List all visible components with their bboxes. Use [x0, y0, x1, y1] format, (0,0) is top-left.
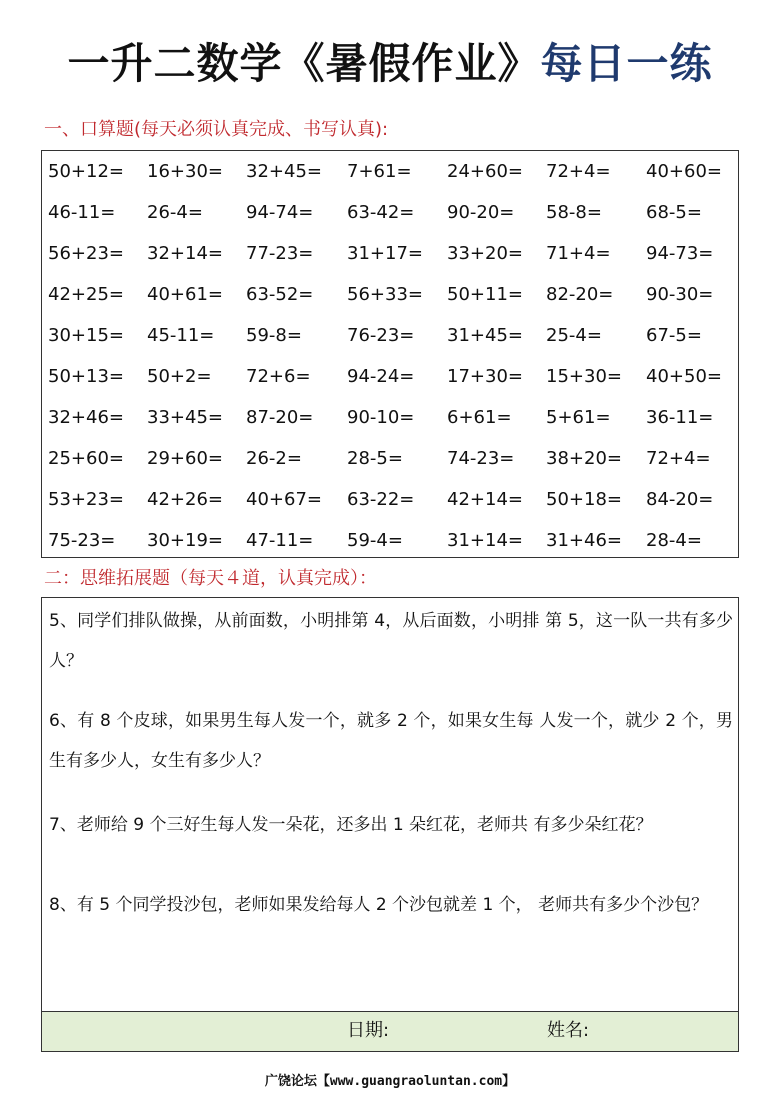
calc-problem: 25+60=: [48, 448, 124, 469]
calc-problem: 40+61=: [147, 284, 223, 305]
site-name: 广饶论坛: [264, 1074, 317, 1089]
calc-problem: 72+6=: [246, 366, 311, 387]
section2-heading: 二：思维拓展题（每天４道，认真完成）：: [44, 568, 377, 589]
calc-problem: 82-20=: [546, 284, 614, 305]
calc-problem: 45-11=: [147, 325, 215, 346]
calc-problem: 63-22=: [347, 489, 415, 510]
calc-problem: 28-5=: [347, 448, 403, 469]
calc-problem: 50+18=: [546, 489, 622, 510]
calc-problem: 31+14=: [447, 530, 523, 551]
calc-problem: 67-5=: [646, 325, 702, 346]
calc-problem: 94-24=: [347, 366, 415, 387]
calc-row: [42, 356, 738, 397]
calc-row: [42, 315, 738, 356]
calc-problem: 46-11=: [48, 202, 116, 223]
question-7: 7、老师给 9 个三好生每人发一朵花，还多出 1 朵红花，老师共 有多少朵红花？: [49, 815, 653, 835]
calc-problem: 31+45=: [447, 325, 523, 346]
calc-problem: 28-4=: [646, 530, 702, 551]
calc-problem: 38+20=: [546, 448, 622, 469]
calc-problem: 90-20=: [447, 202, 515, 223]
question-8: 8、有 5 个同学投沙包，老师如果发给每人 2 个沙包就差 1 个， 老师共有多少个沙包？: [49, 895, 709, 915]
calc-problem: 53+23=: [48, 489, 124, 510]
calc-problem: 63-52=: [246, 284, 314, 305]
calc-problem: 63-42=: [347, 202, 415, 223]
calc-row: [42, 438, 738, 479]
calc-problem: 90-30=: [646, 284, 714, 305]
calc-problem: 32+46=: [48, 407, 124, 428]
calc-problem: 56+23=: [48, 243, 124, 264]
calc-problem: 84-20=: [646, 489, 714, 510]
calc-problem: 50+11=: [447, 284, 523, 305]
calc-problem: 76-23=: [347, 325, 415, 346]
calc-problem: 72+4=: [546, 161, 611, 182]
calc-problem: 17+30=: [447, 366, 523, 387]
calc-problem: 32+14=: [147, 243, 223, 264]
calc-problem: 72+4=: [646, 448, 711, 469]
calc-problem: 33+20=: [447, 243, 523, 264]
calc-problem: 40+67=: [246, 489, 322, 510]
calc-row: [42, 274, 738, 315]
calc-problem: 47-11=: [246, 530, 314, 551]
site-url: 【www.guangraoluntan.com】: [316, 1074, 516, 1089]
calc-row: [42, 233, 738, 274]
site-footer: [0, 1072, 780, 1092]
question-5: 5、同学们排队做操，从前面数，小明排第 4，从后面数，小明排 第 5，这一队一共有多少人？: [49, 611, 733, 671]
calc-problem: 50+13=: [48, 366, 124, 387]
calc-problem: 77-23=: [246, 243, 314, 264]
calc-problem: 90-10=: [347, 407, 415, 428]
calc-problem: 16+30=: [147, 161, 223, 182]
calc-row: [42, 397, 738, 438]
calc-row: [42, 520, 738, 561]
calc-problem: 7+61=: [347, 161, 412, 182]
section1-heading: 一、口算题(每天必须认真完成、书写认真):: [44, 119, 389, 140]
calc-problem: 29+60=: [147, 448, 223, 469]
calc-problem: 24+60=: [447, 161, 523, 182]
calc-row: [42, 479, 738, 520]
calc-problem: 42+14=: [447, 489, 523, 510]
calc-problem: 50+12=: [48, 161, 124, 182]
calc-problem: 26-2=: [246, 448, 302, 469]
calc-problem: 32+45=: [246, 161, 322, 182]
calc-row: [42, 192, 738, 233]
name-label: 姓名:: [547, 1020, 590, 1041]
calc-problem: 31+17=: [347, 243, 423, 264]
calc-problem: 26-4=: [147, 202, 203, 223]
calc-row: [42, 151, 738, 192]
calc-problem: 42+25=: [48, 284, 124, 305]
thinking-questions-box: [41, 597, 739, 1052]
calc-problem: 56+33=: [347, 284, 423, 305]
calc-problem: 59-8=: [246, 325, 302, 346]
calc-problem: 42+26=: [147, 489, 223, 510]
calc-problem: 6+61=: [447, 407, 512, 428]
title-accent: 每日一练: [540, 39, 713, 88]
calculation-grid: [41, 150, 739, 558]
calc-problem: 30+19=: [147, 530, 223, 551]
date-name-bar: [42, 1011, 738, 1051]
calc-problem: 36-11=: [646, 407, 714, 428]
date-label: 日期:: [347, 1020, 390, 1041]
calc-problem: 68-5=: [646, 202, 702, 223]
calc-problem: 58-8=: [546, 202, 602, 223]
calc-problem: 40+50=: [646, 366, 722, 387]
calc-problem: 30+15=: [48, 325, 124, 346]
title-main: 一升二数学《暑假作业》: [67, 39, 541, 88]
calc-problem: 71+4=: [546, 243, 611, 264]
question-6: 6、有 8 个皮球，如果男生每人发一个，就多 2 个，如果女生每 人发一个，就少 2 个，男生有多少人，女生有多少人？: [49, 711, 733, 771]
calc-problem: 15+30=: [546, 366, 622, 387]
calc-problem: 87-20=: [246, 407, 314, 428]
calc-problem: 31+46=: [546, 530, 622, 551]
calc-problem: 25-4=: [546, 325, 602, 346]
calc-problem: 94-74=: [246, 202, 314, 223]
calc-problem: 75-23=: [48, 530, 116, 551]
page-title: [0, 34, 780, 94]
calc-problem: 50+2=: [147, 366, 212, 387]
calc-problem: 40+60=: [646, 161, 722, 182]
calc-problem: 74-23=: [447, 448, 515, 469]
calc-problem: 94-73=: [646, 243, 714, 264]
calc-problem: 59-4=: [347, 530, 403, 551]
calc-problem: 5+61=: [546, 407, 611, 428]
calc-problem: 33+45=: [147, 407, 223, 428]
